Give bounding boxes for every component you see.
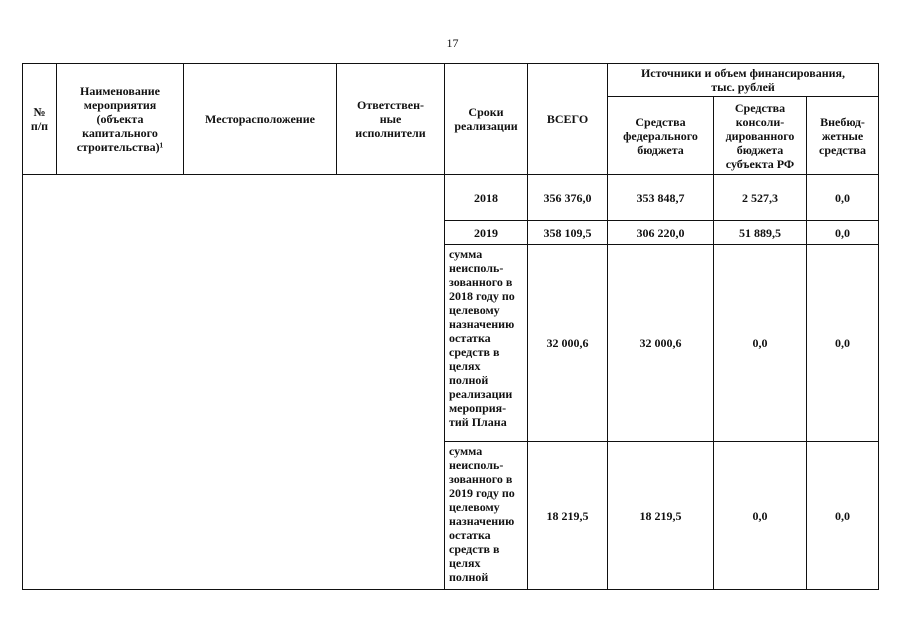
- consolidated-cell: 51 889,5: [714, 221, 807, 245]
- header-extra: Внебюд- жетные средства: [807, 97, 879, 175]
- extra-cell: 0,0: [807, 221, 879, 245]
- header-terms: Сроки реализации: [445, 64, 528, 175]
- header-federal: Средства федерального бюджета: [608, 97, 714, 175]
- total-cell: 18 219,5: [528, 442, 608, 590]
- financing-table: [22, 63, 879, 590]
- header-name: Наименование мероприятия (объекта капитального строительства)¹: [57, 64, 184, 175]
- header-num: № п/п: [23, 64, 57, 175]
- total-cell: 356 376,0: [528, 175, 608, 221]
- term-cell: 2019: [445, 221, 528, 245]
- federal-cell: 18 219,5: [608, 442, 714, 590]
- extra-cell: 0,0: [807, 245, 879, 442]
- header-executors: Ответствен- ные исполнители: [337, 64, 445, 175]
- term-cell: сумма неисполь- зованного в 2019 году по целевому назначению остатка средств в целях полной: [445, 442, 528, 590]
- header-sources: Источники и объем финансирования, тыс. рублей: [608, 64, 879, 97]
- merged-blank-cell: [23, 175, 445, 590]
- header-consolidated: Средства консоли- дированного бюджета субъекта РФ: [714, 97, 807, 175]
- consolidated-cell: 0,0: [714, 442, 807, 590]
- page-number: 17: [446, 36, 459, 50]
- extra-cell: 0,0: [807, 175, 879, 221]
- term-cell: сумма неисполь- зованного в 2018 году по целевому назначению остатка средств в целях полной реализации мероприя- тий Плана: [445, 245, 528, 442]
- total-cell: 32 000,6: [528, 245, 608, 442]
- term-cell: 2018: [445, 175, 528, 221]
- federal-cell: 32 000,6: [608, 245, 714, 442]
- federal-cell: 353 848,7: [608, 175, 714, 221]
- header-location: Месторасположение: [184, 64, 337, 175]
- total-cell: 358 109,5: [528, 221, 608, 245]
- table-row: [23, 175, 879, 221]
- extra-cell: 0,0: [807, 442, 879, 590]
- consolidated-cell: 2 527,3: [714, 175, 807, 221]
- header-total: ВСЕГО: [528, 64, 608, 175]
- consolidated-cell: 0,0: [714, 245, 807, 442]
- federal-cell: 306 220,0: [608, 221, 714, 245]
